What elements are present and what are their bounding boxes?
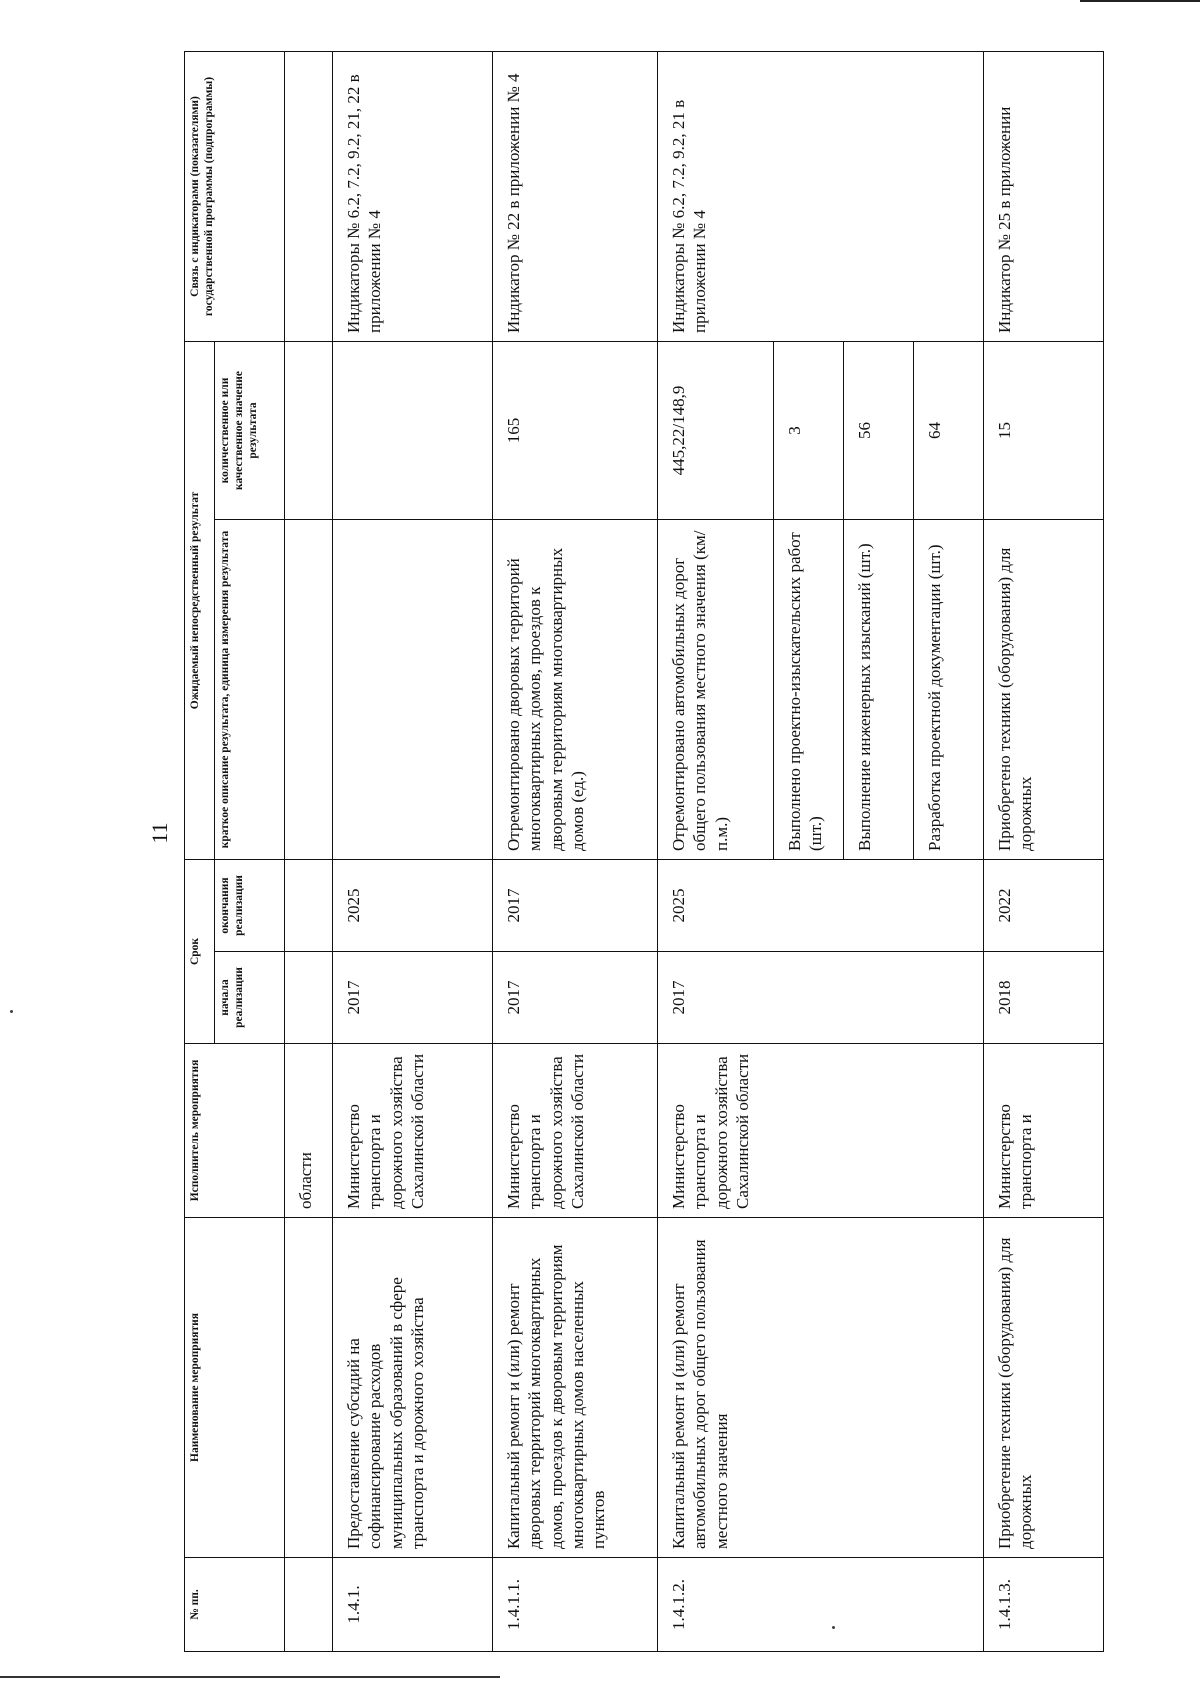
- cell-link: Индикатор № 25 в приложении: [984, 51, 1104, 341]
- cell-value: [285, 341, 333, 519]
- cell-num: 1.4.1.: [333, 1558, 493, 1652]
- cell-end: [285, 859, 333, 951]
- cell-start: [285, 952, 333, 1044]
- table-row: [333, 51, 493, 1651]
- cell-desc: Выполнение инженерных изысканий (шт.): [844, 519, 914, 859]
- cell-executor: Министерство транспорта и: [984, 1044, 1104, 1218]
- cell-desc: Выполнено проектно-изыскательских работ (шт.): [774, 519, 844, 859]
- cell-desc: Разработка проектной документации (шт.): [914, 519, 984, 859]
- header-term-end: окончания реализации: [215, 859, 285, 951]
- header-term: Срок: [185, 859, 215, 1043]
- cell-desc: Отремонтировано автомобильных дорог общего пользования местного значения (км/п.м.): [658, 519, 774, 859]
- cell-link: Индикаторы № 6.2, 7.2, 9.2, 21, 22 в приложении № 4: [333, 51, 493, 341]
- cell-start: 2018: [984, 952, 1104, 1044]
- cell-desc: [285, 519, 333, 859]
- table-row: [984, 51, 1104, 1651]
- cell-start: 2017: [658, 952, 984, 1044]
- table-row: [658, 51, 774, 1651]
- cell-num: 1.4.1.1.: [493, 1558, 658, 1652]
- table-row-continuation: [285, 51, 333, 1651]
- cell-num: 1.4.1.3.: [984, 1558, 1104, 1652]
- header-result: Ожидаемый непосредственный результат: [185, 341, 215, 859]
- header-result-value: количественное или качественное значение результата: [215, 341, 285, 519]
- cell-value: 64: [914, 341, 984, 519]
- cell-value: [333, 341, 493, 519]
- cell-link: Индикатор № 22 в приложении № 4: [493, 51, 658, 341]
- cell-name: Приобретение техники (оборудования) для дорожных: [984, 1218, 1104, 1558]
- cell-end: 2017: [493, 859, 658, 951]
- cell-end: 2025: [333, 859, 493, 951]
- cell-executor: области: [285, 1044, 333, 1218]
- cell-end: 2022: [984, 859, 1104, 951]
- cell-link: Индикаторы № 6.2, 7.2, 9.2, 21 в приложении № 4: [658, 51, 984, 341]
- cell-executor: Министерство транспорта и дорожного хозяйства Сахалинской области: [658, 1044, 984, 1218]
- header-term-start: начала реализации: [215, 952, 285, 1044]
- scan-artifact-bottom: [0, 1676, 500, 1678]
- header-result-desc: краткое описание результата, единица измерения результата: [215, 519, 285, 859]
- cell-end: 2025: [658, 859, 984, 951]
- header-num: № пп.: [185, 1558, 285, 1652]
- cell-name: Предоставление субсидий на софинансирование расходов муниципальных образований в сфере транспорта и дорожного хозяйства: [333, 1218, 493, 1558]
- cell-value: 3: [774, 341, 844, 519]
- rotated-table-wrapper: [184, 52, 1104, 1652]
- cell-link: [285, 51, 333, 341]
- cell-executor: Министерство транспорта и дорожного хозяйства Сахалинской области: [493, 1044, 658, 1218]
- cell-num: 1.4.1.2.: [658, 1558, 984, 1652]
- header-name: Наименование мероприятия: [185, 1218, 285, 1558]
- cell-name: [285, 1218, 333, 1558]
- cell-start: 2017: [493, 952, 658, 1044]
- cell-desc: Отремонтировано дворовых территорий многоквартирных домов, проездов к дворовым территориям многоквартирных домов (ед.): [493, 519, 658, 859]
- table-row: [493, 51, 658, 1651]
- cell-executor: Министерство транспорта и дорожного хозяйства Сахалинской области: [333, 1044, 493, 1218]
- scan-artifact-top: [1080, 0, 1200, 2]
- cell-name: Капитальный ремонт и (или) ремонт дворовых территорий многоквартирных домов, проездов к дворовым территориям многоквартирных домов населенных пунктов: [493, 1218, 658, 1558]
- cell-value: 56: [844, 341, 914, 519]
- page-number: 11: [147, 822, 172, 844]
- header-executor: Исполнитель мероприятия: [185, 1044, 285, 1218]
- cell-num: [285, 1558, 333, 1652]
- header-link: Связь с индикаторами (показателями) государственной программы (подпрограммы): [185, 51, 285, 341]
- cell-desc: [333, 519, 493, 859]
- cell-name: Капитальный ремонт и (или) ремонт автомобильных дорог общего пользования местного значения: [658, 1218, 984, 1558]
- cell-value: 165: [493, 341, 658, 519]
- cell-desc: Приобретено техники (оборудования) для дорожных: [984, 519, 1104, 859]
- measures-table: [184, 51, 1104, 1652]
- cell-value: 15: [984, 341, 1104, 519]
- scan-speck: [10, 1010, 13, 1013]
- cell-start: 2017: [333, 952, 493, 1044]
- cell-value: 445,22/148,9: [658, 341, 774, 519]
